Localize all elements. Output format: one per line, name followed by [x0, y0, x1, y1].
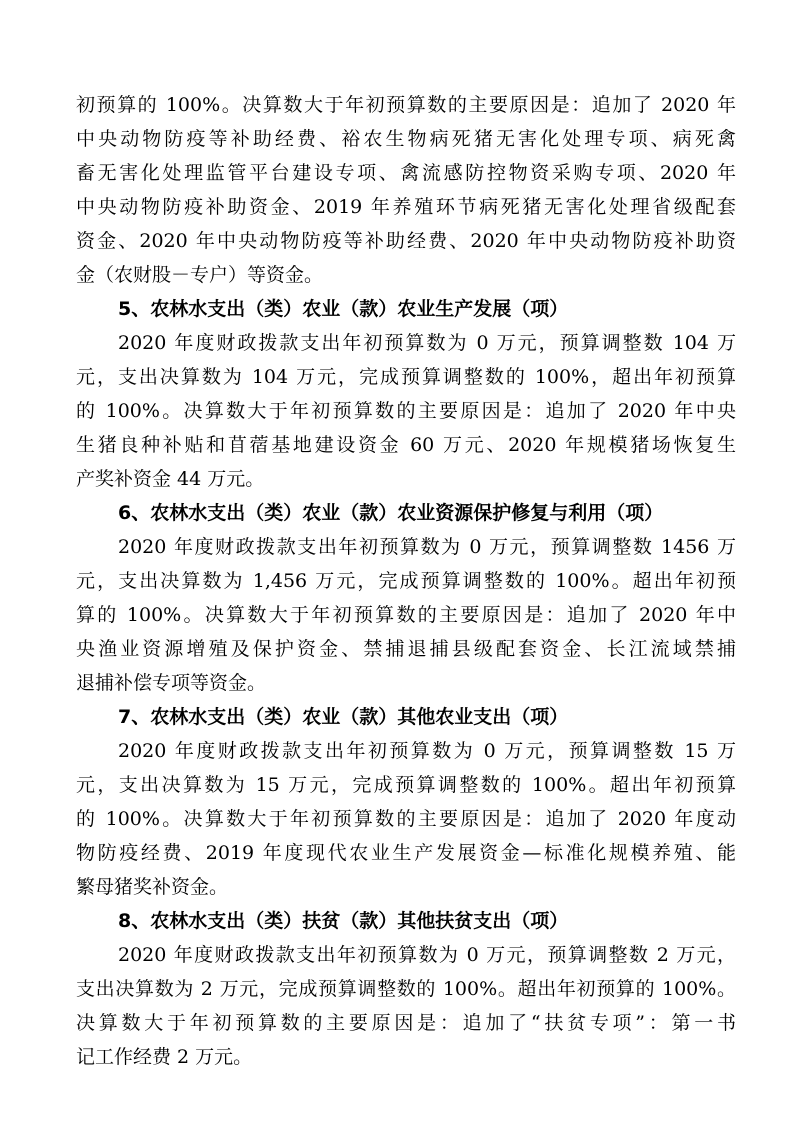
- paragraph-line: 元，支出决算数为 1,456 万元，完成预算调整数的 100%。超出年初预: [76, 570, 736, 592]
- paragraph-line: 央渔业资源增殖及保护资金、禁捕退捕县级配套资金、长江流域禁捕: [76, 638, 736, 660]
- paragraph-line: 2020 年度财政拨款支出年初预算数为 0 万元，预算调整数 15 万: [118, 740, 736, 762]
- section-heading-8: 8、农林水支出（类）扶贫（款）其他扶贫支出（项）: [118, 910, 569, 932]
- paragraph-line: 的 100%。决算数大于年初预算数的主要原因是：追加了 2020 年中央: [76, 400, 736, 422]
- paragraph-line: 初预算的 100%。决算数大于年初预算数的主要原因是：追加了 2020 年: [76, 94, 736, 116]
- paragraph-line: 元，支出决算数为 15 万元，完成预算调整数的 100%。超出年初预算: [76, 774, 736, 796]
- section-heading-5: 5、农林水支出（类）农业（款）农业生产发展（项）: [118, 298, 569, 320]
- paragraph-line: 记工作经费 2 万元。: [76, 1046, 253, 1068]
- paragraph-line: 中央动物防疫等补助经费、裕农生物病死猪无害化处理专项、病死禽: [76, 128, 736, 150]
- paragraph-line: 繁母猪奖补资金。: [76, 876, 229, 898]
- paragraph-line: 畜无害化处理监管平台建设专项、禽流感防控物资采购专项、2020 年: [76, 162, 736, 184]
- paragraph-line: 2020 年度财政拨款支出年初预算数为 0 万元，预算调整数 2 万元，: [118, 944, 736, 966]
- paragraph-line: 退捕补偿专项等资金。: [76, 672, 267, 694]
- paragraph-line: 支出决算数为 2 万元，完成预算调整数的 100%。超出年初预算的 100%。: [76, 978, 736, 1000]
- section-heading-7: 7、农林水支出（类）农业（款）其他农业支出（项）: [118, 706, 569, 728]
- paragraph-line: 的 100%。决算数大于年初预算数的主要原因是：追加了 2020 年度动: [76, 808, 736, 830]
- paragraph-line: 资金、2020 年中央动物防疫等补助经费、2020 年中央动物防疫补助资: [76, 230, 736, 252]
- paragraph-line: 元，支出决算数为 104 万元，完成预算调整数的 100%，超出年初预算: [76, 366, 736, 388]
- paragraph-line: 生猪良种补贴和苜蓿基地建设资金 60 万元、2020 年规模猪场恢复生: [76, 434, 736, 456]
- paragraph-line: 算的 100%。决算数大于年初预算数的主要原因是：追加了 2020 年中: [76, 604, 736, 626]
- paragraph-line: 产奖补资金 44 万元。: [76, 468, 265, 490]
- paragraph-line: 物防疫经费、2019 年度现代农业生产发展资金—标准化规模养殖、能: [76, 842, 736, 864]
- paragraph-line: 金（农财股－专户）等资金。: [76, 264, 324, 286]
- paragraph-line: 2020 年度财政拨款支出年初预算数为 0 万元，预算调整数 1456 万: [118, 536, 736, 558]
- paragraph-line: 2020 年度财政拨款支出年初预算数为 0 万元，预算调整数 104 万: [118, 332, 736, 354]
- section-heading-6: 6、农林水支出（类）农业（款）农业资源保护修复与利用（项）: [118, 502, 664, 524]
- paragraph-line: 中央动物防疫补助资金、2019 年养殖环节病死猪无害化处理省级配套: [76, 196, 736, 218]
- paragraph-line: 决算数大于年初预算数的主要原因是：追加了“扶贫专项”：第一书: [76, 1012, 736, 1034]
